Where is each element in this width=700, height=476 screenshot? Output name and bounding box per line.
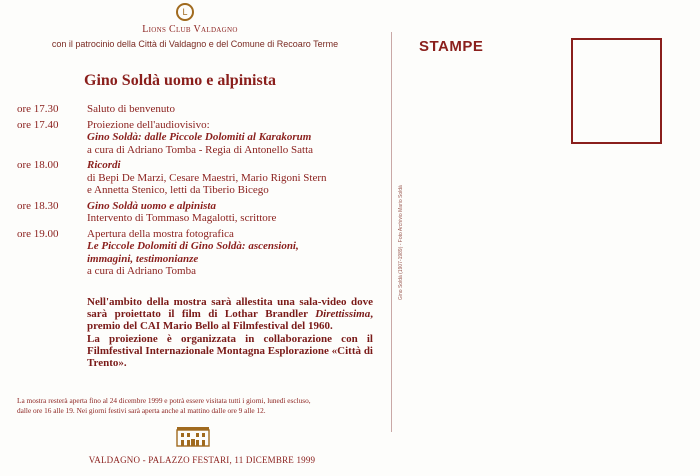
programme-line: Gino Soldà uomo e alpinista bbox=[87, 199, 216, 212]
programme-line: a cura di Adriano Tomba - Regia di Antonello Satta bbox=[87, 143, 314, 156]
palazzo-festari-icon bbox=[176, 425, 210, 447]
note-paragraph-2: La proiezione è organizzata in collaborazione con il Filmfestival Internazionale Montagna Esplorazione «Città di Trento». bbox=[87, 332, 373, 370]
programme-item bbox=[17, 103, 387, 116]
note-text: , premio del CAI Mario Bello al Filmfestival del 1960. bbox=[87, 308, 373, 333]
club-name: Lions Club Valdagno bbox=[142, 24, 238, 35]
programme-line: Le Piccole Dolomiti di Gino Soldà: ascensioni, bbox=[87, 240, 299, 252]
event-title: Gino Soldà uomo e alpinista bbox=[84, 72, 277, 89]
programme-item bbox=[17, 228, 387, 278]
footer-venue-date: VALDAGNO - PALAZZO FESTARI, 11 DICEMBRE 1999 bbox=[88, 455, 316, 465]
programme-time: ore 18.30 bbox=[17, 199, 59, 212]
programme-description bbox=[87, 200, 387, 225]
programme-time: ore 18.00 bbox=[17, 159, 59, 171]
programme-item bbox=[17, 119, 387, 157]
programme-line: Proiezione dell'audiovisivo: bbox=[87, 118, 210, 131]
film-title: Direttissima bbox=[315, 308, 371, 321]
note-text: Nell'ambito della mostra sarà allestita una sala-video dove sarà proiettato il film di Lothar Brandler bbox=[87, 296, 373, 321]
programme-line: immagini, testimonianze bbox=[87, 252, 199, 265]
programme-line: e Annetta Stenico, letti da Tiberio Bicego bbox=[87, 184, 269, 196]
info-line: La mostra resterà aperta fino al 24 dicembre 1999 e potrà essere visitata tutti i giorni, lunedì escluso, bbox=[17, 396, 311, 405]
patronage-line: con il patrocinio della Città di Valdagno e del Comune di Recoaro Terme bbox=[51, 39, 339, 49]
programme-time: ore 19.00 bbox=[17, 227, 59, 240]
programme-line: Ricordi bbox=[87, 159, 121, 171]
programme-line: Saluto di benvenuto bbox=[87, 103, 175, 115]
exhibition-info bbox=[17, 396, 387, 415]
divider-line bbox=[391, 32, 392, 432]
programme-list bbox=[17, 103, 387, 278]
programme-line: Intervento di Tommaso Magalotti, scrittore bbox=[87, 212, 277, 224]
programme-line: di Bepi De Marzi, Cesare Maestri, Mario Rigoni Stern bbox=[87, 171, 327, 184]
programme-time: ore 17.40 bbox=[17, 118, 59, 131]
programme-line: Apertura della mostra fotografica bbox=[87, 227, 234, 240]
programme-line: Gino Soldà: dalle Piccole Dolomiti al Karakorum bbox=[87, 131, 312, 143]
programme-description bbox=[87, 103, 387, 116]
photo-credit: Gino Soldà (1907-1989) - Foto Archivio Mario Soldà bbox=[398, 185, 404, 300]
programme-description bbox=[87, 119, 387, 157]
programme-item bbox=[17, 159, 387, 197]
video-room-note bbox=[87, 296, 373, 369]
programme-item bbox=[17, 200, 387, 225]
stamp-box bbox=[571, 38, 662, 144]
info-line: dalle ore 16 alle 19. Nei giorni festivi sarà aperta anche al mattino dalle ore 9 alle 12. bbox=[17, 405, 266, 415]
programme-description bbox=[87, 159, 387, 197]
lions-club-logo-icon: L bbox=[176, 3, 194, 21]
programme-line: a cura di Adriano Tomba bbox=[87, 265, 196, 277]
programme-time: ore 17.30 bbox=[17, 103, 59, 115]
note-paragraph-1 bbox=[87, 296, 373, 333]
programme-description bbox=[87, 228, 387, 278]
stamp-label: STAMPE bbox=[419, 38, 484, 55]
